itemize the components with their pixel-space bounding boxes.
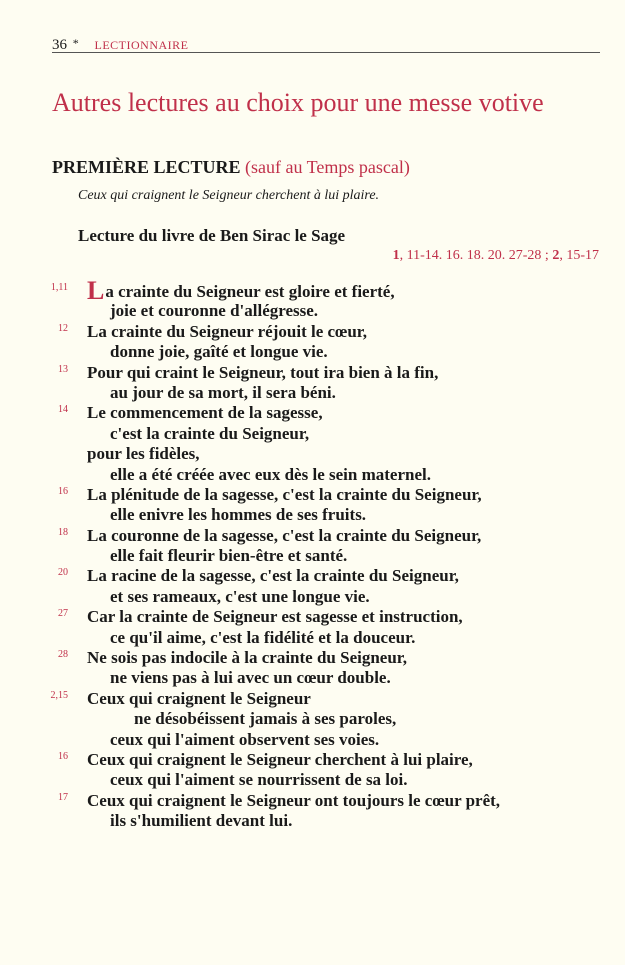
verse-line — [0, 566, 625, 586]
verse-line — [0, 587, 625, 607]
verse-text: pour les fidèles, — [87, 444, 200, 464]
verse-number: 16 — [58, 750, 68, 762]
verse-line — [0, 546, 625, 566]
verse-number: 17 — [58, 791, 68, 803]
verse-line — [0, 750, 625, 770]
verse-number: 20 — [58, 567, 68, 579]
verse-text: ils s'humilient devant lui. — [110, 811, 293, 831]
verse-number: 18 — [58, 526, 68, 538]
verse-line — [0, 424, 625, 444]
verse-text: c'est la crainte du Seigneur, — [110, 423, 310, 443]
verse-text: Le commencement de la sagesse, — [87, 403, 323, 423]
verse-line — [0, 811, 625, 831]
verse-text: La racine de la sagesse, c'est la crainte du Seigneur, — [87, 566, 459, 586]
verse-line — [0, 403, 625, 423]
verse-text: Ceux qui craignent le Seigneur ont toujours le cœur prêt, — [87, 790, 501, 810]
verse-number: 13 — [58, 363, 68, 375]
verse-number: 28 — [58, 649, 68, 661]
verse-line — [0, 526, 625, 546]
verse-line — [0, 363, 625, 383]
verse-line — [0, 607, 625, 627]
page-header — [52, 34, 600, 53]
verse-line — [0, 791, 625, 811]
verse-number: 1,11 — [50, 282, 68, 293]
verse-line — [0, 485, 625, 505]
verse-text: Ne sois pas indocile à la crainte du Seigneur, — [87, 648, 408, 668]
verse-line — [0, 628, 625, 648]
verse-number: 12 — [58, 322, 68, 334]
section-label: PREMIÈRE LECTURE — [52, 157, 241, 177]
verse-text: ne désobéissent jamais à ses paroles, — [134, 709, 397, 729]
verse-text: ceux qui l'aiment se nourrissent de sa loi. — [110, 770, 408, 790]
verse-number: 2,15 — [50, 689, 68, 701]
drop-cap: L — [87, 276, 105, 305]
verse-line — [0, 383, 625, 403]
verse-text: Ceux qui craignent le Seigneur cherchent à lui plaire, — [87, 749, 473, 769]
ref-verses-2: , 15-17 — [559, 248, 599, 263]
verse-line — [0, 668, 625, 688]
star-mark: * — [72, 36, 79, 50]
verse-line — [0, 276, 625, 305]
verse-text: elle fait fleurir bien-être et santé. — [110, 546, 348, 566]
verse-text: ce qu'il aime, c'est la fidélité et la douceur. — [110, 627, 416, 647]
ref-chapter-2: 2 — [552, 248, 560, 263]
reading-text — [0, 276, 625, 832]
verse-text: La couronne de la sagesse, c'est la crainte du Seigneur, — [87, 525, 482, 545]
verse-text: elle enivre les hommes de ses fruits. — [110, 505, 367, 525]
verse-line — [0, 689, 625, 709]
verse-text: donne joie, gaîté et longue vie. — [110, 342, 328, 362]
verse-number: 14 — [58, 404, 68, 416]
verse-number: 27 — [58, 608, 68, 620]
verse-text: Ceux qui craignent le Seigneur — [87, 688, 311, 708]
verse-line — [0, 648, 625, 668]
verse-number: 16 — [58, 485, 68, 497]
verse-text: elle a été créée avec eux dès le sein maternel. — [110, 464, 431, 484]
book-title: Lecture du livre de Ben Sirac le Sage — [78, 226, 346, 245]
verse-text: La crainte du Seigneur réjouit le cœur, — [87, 321, 368, 341]
verse-text: au jour de sa mort, il sera béni. — [110, 382, 336, 402]
verse-line — [0, 709, 625, 729]
scripture-reference — [393, 247, 599, 265]
verse-text: joie et couronne d'allégresse. — [110, 301, 319, 321]
running-title: LECTIONNAIRE — [94, 38, 189, 52]
page-number: 36 — [52, 37, 67, 53]
verse-text: ne viens pas à lui avec un cœur double. — [110, 668, 391, 688]
section-note: (sauf au Temps pascal) — [245, 157, 410, 177]
verse-line — [0, 342, 625, 362]
section-heading — [52, 155, 612, 179]
reading-subtitle: Ceux qui craignent le Seigneur cherchent à lui plaire. — [78, 188, 380, 203]
verse-line — [0, 505, 625, 525]
verse-line — [0, 301, 625, 321]
verse-line — [0, 444, 625, 464]
verse-text: Car la crainte de Seigneur est sagesse et instruction, — [87, 607, 463, 627]
verse-line — [0, 465, 625, 485]
verse-text: ceux qui l'aiment observent ses voies. — [110, 729, 380, 749]
ref-chapter-1: 1 — [392, 248, 400, 263]
verse-text: La plénitude de la sagesse, c'est la crainte du Seigneur, — [87, 484, 482, 504]
verse-line — [0, 770, 625, 790]
page-title: Autres lectures au choix pour une messe votive — [52, 88, 544, 117]
verse-line — [0, 322, 625, 342]
verse-text: et ses rameaux, c'est une longue vie. — [110, 586, 370, 606]
verse-text: a crainte du Seigneur est gloire et fierté, — [105, 282, 395, 301]
verse-text: Pour qui craint le Seigneur, tout ira bien à la fin, — [87, 362, 439, 382]
verse-line — [0, 730, 625, 750]
ref-verses-1: , 11-14. 16. 18. 20. 27-28 ; — [399, 248, 553, 263]
